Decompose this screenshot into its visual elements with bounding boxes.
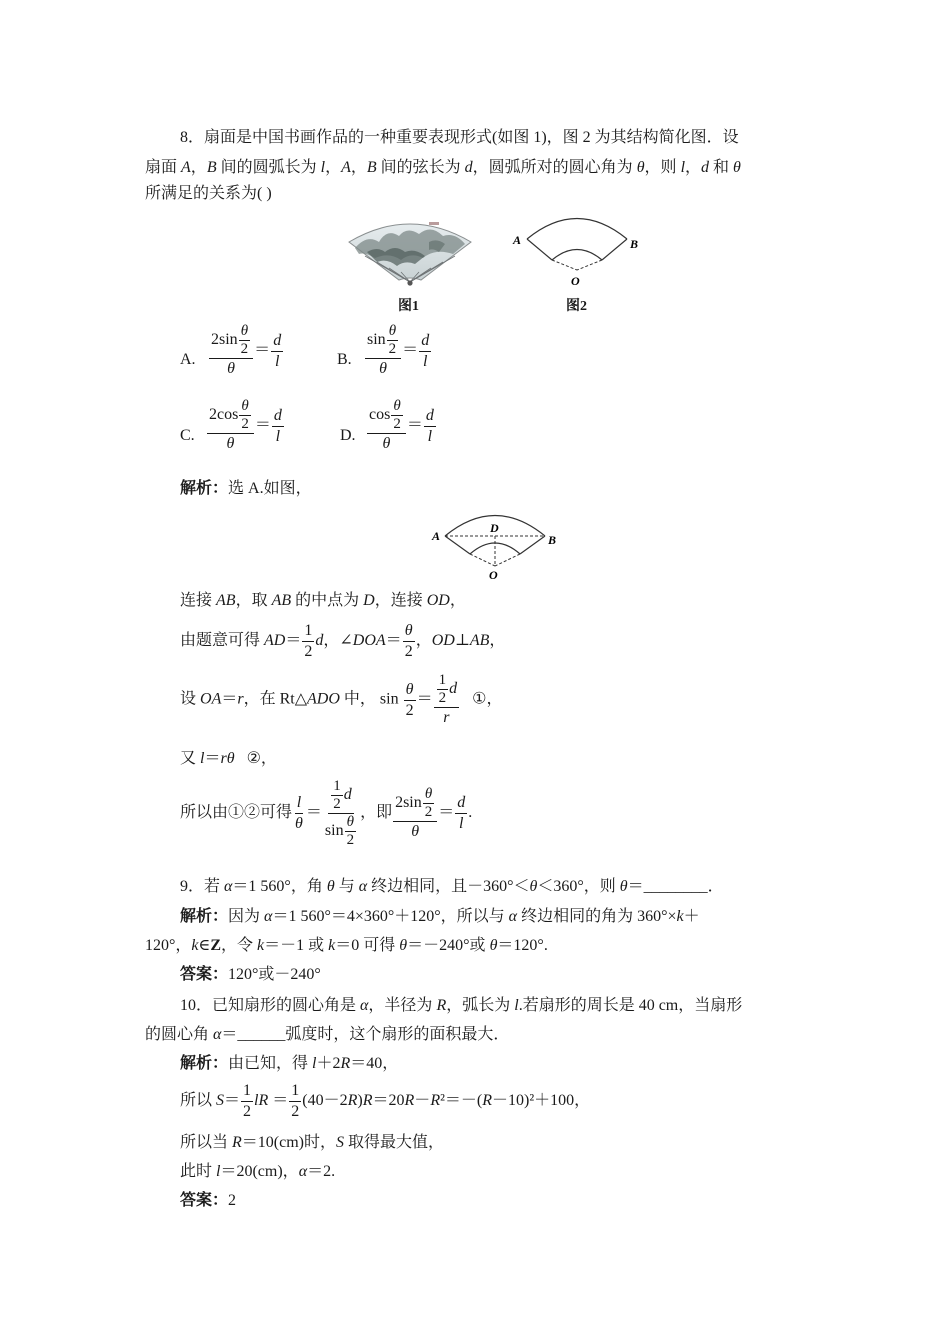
q8-line-2: 扇面 A，B 间的圆弧长为 l，A，B 间的弦长为 d，圆弧所对的圆心角为 θ，则 l，d 和 θ xyxy=(145,159,741,176)
solution-fan-diagram xyxy=(428,502,563,584)
q8-solution-step-1: 连接 AB，取 AB 的中点为 D，连接 OD， xyxy=(180,592,466,609)
option-c-letter[interactable]: C. xyxy=(180,427,195,444)
option-a-letter[interactable]: A. xyxy=(180,351,196,368)
q8-solution-step-4: 又 l＝rθ ②， xyxy=(180,750,277,767)
q10-solution-2: 所以 S＝ $\frac{1}{2}$ lR ＝ $\frac{1}{2}$ (40－2R)R＝20R－R²＝－(R－10)²＋100， xyxy=(180,1082,591,1120)
fig2-point-o: O xyxy=(571,274,580,288)
fig3-point-b: B xyxy=(548,533,557,547)
q9-solution-1: 解析：因为 α＝1 560°＝4×360°＋120°，所以与 α 终边相同的角为 360°×k＋ xyxy=(180,908,700,925)
q8-solution-step-5: 所以由①②可得 $\frac{l}{\theta}$ ＝ $\frac{1}{2}$ d sin $\frac{\theta}{2}$ ，即 2sin $\frac{\theta}{2}$ θ ＝ $\frac{d}{l}$ . xyxy=(180,778,473,848)
fig3-point-a: A xyxy=(432,529,441,543)
option-c-formula: 2cos $\frac{\theta}{2}$ θ ＝ $\frac{d}{l}$ xyxy=(209,398,282,452)
fig3-point-d: D xyxy=(490,521,499,535)
fan-structure-diagram xyxy=(510,205,645,290)
option-b-letter[interactable]: B. xyxy=(337,351,352,368)
fig2-point-b: B xyxy=(630,237,639,251)
fig2-label: 图2 xyxy=(566,299,587,314)
q9-answer: 答案：120°或－240° xyxy=(180,966,321,983)
fig2-point-a: A xyxy=(513,233,522,247)
q9-solution-2: 120°，k∈Z，令 k＝－1 或 k＝0 可得 θ＝－240°或 θ＝120°. xyxy=(145,937,548,954)
option-d-letter[interactable]: D. xyxy=(340,427,356,444)
option-a-formula: 2sin $\frac{\theta}{2}$ θ ＝ $\frac{d}{l}$ xyxy=(211,323,282,377)
option-b-formula: sin $\frac{\theta}{2}$ θ ＝ $\frac{d}{l}$ xyxy=(367,323,430,377)
q9-line-1: 9．若 α＝1 560°，角 θ 与 α 终边相同，且－360°＜θ＜360°，则 θ＝________． xyxy=(180,878,724,895)
q8-line-3: 所满足的关系为( ) xyxy=(145,185,272,202)
q8-solution-step-2: 由题意可得 AD＝ $\frac{1}{2}$ d，∠DOA＝ $\frac{\theta}{2}$ ，OD⊥AB， xyxy=(180,622,506,660)
fig1-label: 图1 xyxy=(398,299,419,314)
q8-solution-step-3: 设 OA＝r，在 Rt△ADO 中， sin $\frac{\theta}{2}$ ＝ $\frac{1}{2}$ d r ①， xyxy=(180,672,503,726)
q10-solution-4: 此时 l＝20(cm)，α＝2. xyxy=(180,1163,336,1180)
q10-answer: 答案：2 xyxy=(180,1192,237,1209)
fan-painting-figure xyxy=(345,212,475,292)
q10-line-1: 10．已知扇形的圆心角是 α，半径为 R，弧长为 l.若扇形的周长是 40 cm，当扇形 xyxy=(180,997,743,1014)
q8-solution-intro: 解析：选 A.如图， xyxy=(180,480,312,497)
q10-line-2: 的圆心角 α＝______弧度时，这个扇形的面积最大． xyxy=(145,1026,510,1043)
q8-line-1: 8．扇面是中国书画作品的一种重要表现形式(如图 1)，图 2 为其结构简化图．设 xyxy=(180,129,739,146)
option-d-formula: cos $\frac{\theta}{2}$ θ ＝ $\frac{d}{l}$ xyxy=(369,398,434,452)
q10-solution-3: 所以当 R＝10(cm)时，S 取得最大值， xyxy=(180,1134,445,1151)
q10-solution-1: 解析：由已知，得 l＋2R＝40， xyxy=(180,1055,399,1072)
fig3-point-o: O xyxy=(489,568,498,582)
